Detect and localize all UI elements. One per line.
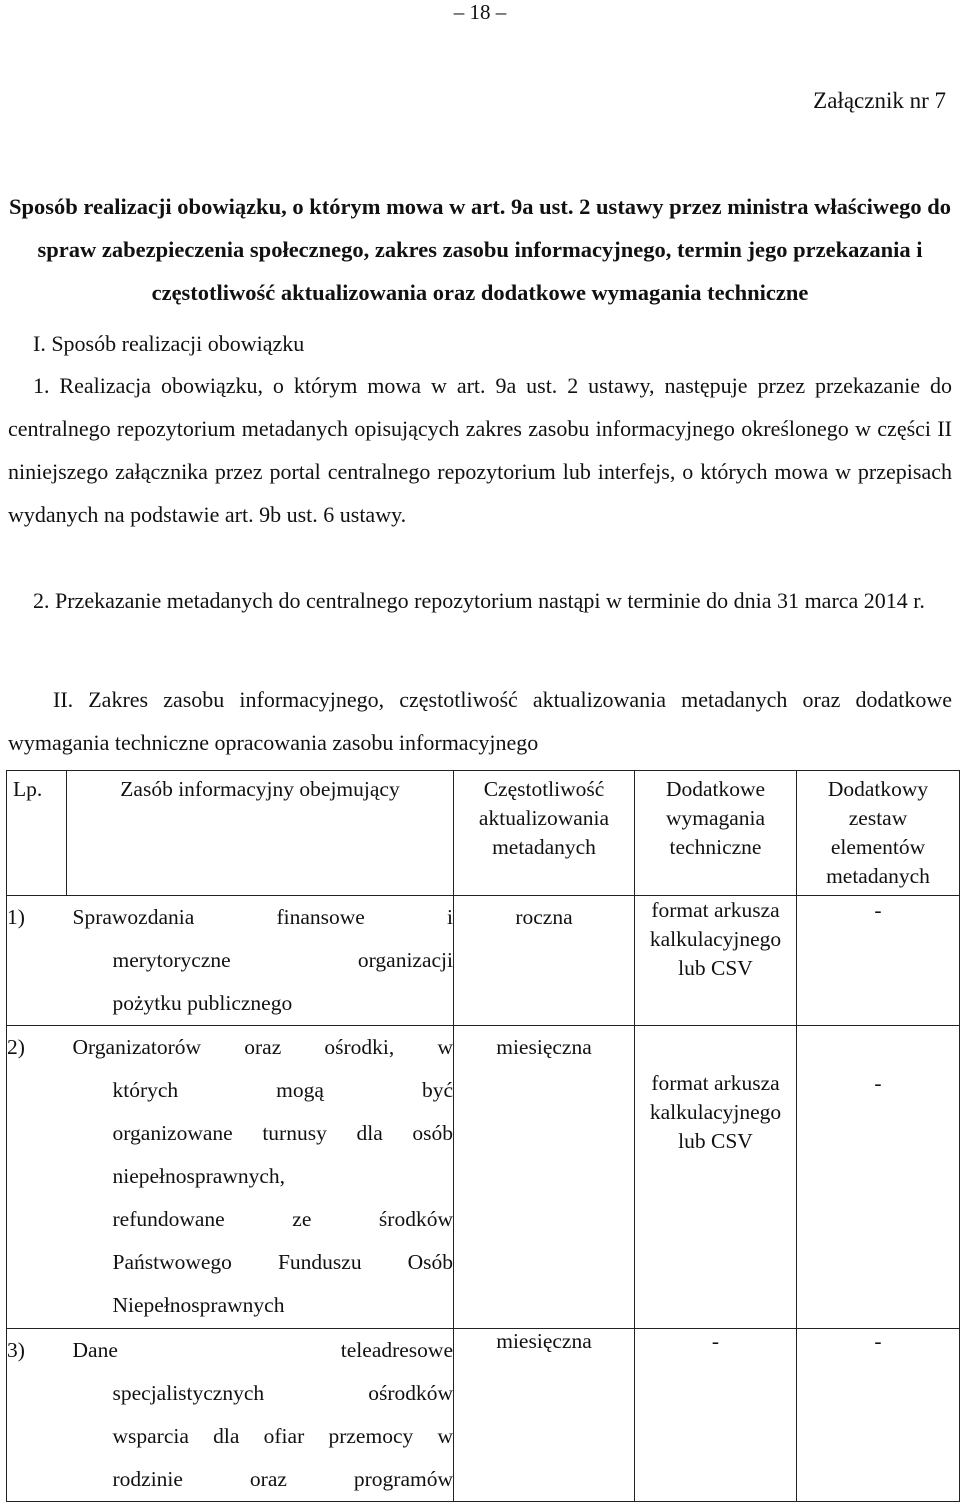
row-3-lp: 3) (7, 1329, 67, 1502)
header-lp: Lp. (7, 771, 67, 896)
row-3-resource-rest (73, 1372, 454, 1501)
row-3-resource-line: specjalistycznych ośrodków (112, 1381, 453, 1405)
row-3-requirements: - (635, 1329, 797, 1502)
section-1-heading (8, 322, 952, 365)
row-2-resource-rest (73, 1069, 454, 1327)
paragraph-2-rest: marca 2014 r. (804, 588, 925, 613)
row-2-resource-line: niepełnosprawnych, (112, 1164, 286, 1188)
annex-label: Załącznik nr 7 (813, 88, 946, 113)
table-row (7, 1329, 960, 1502)
row-2-resource-first: Organizatorów oraz ośrodki, w (72, 1035, 453, 1059)
table-row (7, 896, 960, 1026)
row-1-requirements: format arkusza kalkulacyjnego lub CSV (635, 896, 797, 1026)
header-frequency: Częstotliwość aktualizowania metadanych (454, 771, 635, 896)
row-3-metadata-set: - (797, 1329, 960, 1502)
row-2-requirements: format arkusza kalkulacyjnego lub CSV (635, 1026, 797, 1329)
paragraph-1 (8, 364, 952, 536)
resource-table (6, 770, 960, 1502)
row-1-resource-line: merytoryczne organizacji (112, 948, 453, 972)
section-1-heading-text: I. Sposób realizacji obowiązku (33, 331, 305, 356)
row-1-resource-rest (73, 939, 454, 1025)
row-2-resource-line: których mogą być (112, 1078, 453, 1102)
row-2-lp: 2) (7, 1026, 67, 1329)
section-2-heading-first: II. Zakres zasobu informacyjnego, częstotliwość aktualizowania metadanych oraz (53, 687, 841, 712)
row-2-resource-line: organizowane turnusy dla osób (112, 1121, 453, 1145)
paragraph-1-first-line: 1. Realizacja obowiązku, o którym mowa w art. 9a ust. 2 ustawy, następuje przez (33, 373, 806, 398)
row-2-resource (67, 1026, 454, 1329)
section-2-heading-rest: dodatkowe wymagania techniczne opracowania zasobu informacyjnego (8, 687, 953, 755)
paragraph-2-first-line: 2. Przekazanie metadanych do centralnego repozytorium nastąpi w terminie do dnia 31 (33, 588, 800, 613)
table-header-row (7, 771, 960, 896)
row-3-resource-line: wsparcia dla ofiar przemocy w (112, 1424, 453, 1448)
header-requirements: Dodatkowe wymagania techniczne (635, 771, 797, 896)
header-metadata-set: Dodatkowy zestaw elementów metadanych (797, 771, 960, 896)
row-1-resource (67, 896, 454, 1026)
row-3-resource-first: Dane teleadresowe (72, 1338, 453, 1362)
table-row (7, 1026, 960, 1329)
row-3-frequency: miesięczna (454, 1329, 635, 1502)
header-resource: Zasób informacyjny obejmujący (67, 771, 454, 896)
row-2-resource-line: Państwowego Funduszu Osób (112, 1250, 453, 1274)
row-1-resource-first: Sprawozdania finansowe i (72, 905, 453, 929)
document-title: Sposób realizacji obowiązku, o którym mowa w art. 9a ust. 2 ustawy przez ministra właściwego do spraw zabezpieczenia społecznego, zakres zasobu informacyjnego, termin jego przekazania i częstotliwość aktualizowania oraz dodatkowe wymagania techniczne (8, 194, 952, 305)
row-1-lp: 1) (7, 896, 67, 1026)
row-2-resource-line: Niepełnosprawnych (112, 1293, 285, 1317)
section-2-heading (8, 678, 952, 764)
paragraph-1-rest: przekazanie do centralnego repozytorium metadanych opisujących zakres zasobu informacyjnego określonego w części II niniejszego załącznika przez portal centralnego repozytorium lub interfejs, o których mowa w przepisach wydanych na podstawie art. 9b ust. 6 ustawy. (8, 373, 952, 527)
page-number: – 18 – (453, 0, 507, 24)
row-2-frequency: miesięczna (454, 1026, 635, 1329)
row-1-frequency: roczna (454, 896, 635, 1026)
row-3-resource-line: rodzinie oraz programów (112, 1467, 453, 1491)
row-2-resource-line: refundowane ze środków (112, 1207, 453, 1231)
row-1-resource-line: pożytku publicznego (112, 991, 293, 1015)
row-2-metadata-set: - (797, 1026, 960, 1329)
row-1-metadata-set: - (797, 896, 960, 1026)
paragraph-2 (8, 579, 952, 622)
row-3-resource (67, 1329, 454, 1502)
